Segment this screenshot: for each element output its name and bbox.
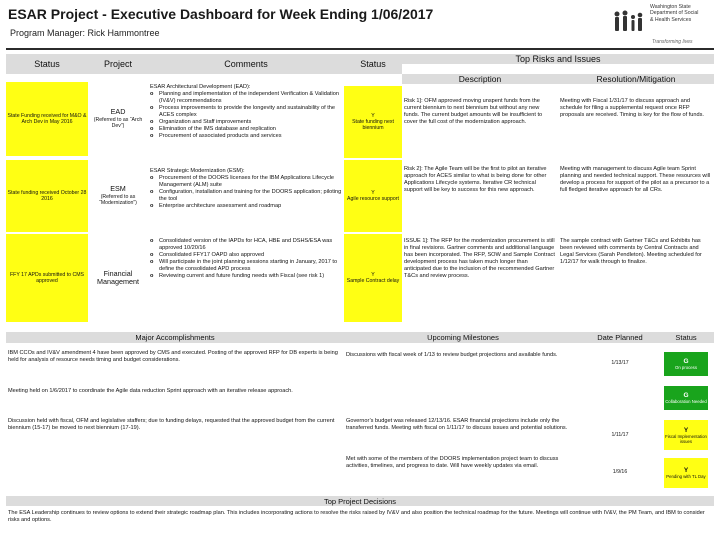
col-description: Description [402, 74, 558, 84]
tagline: Transforming lives [652, 39, 693, 45]
list-item: o Consolidated version of the IAPDs for HCA, HBE and DSHS/ESA was approved 10/20/16 [150, 238, 342, 252]
list-item: o Will participate in the joint planning sessions starting in January, 2017 to define the consolidated APD process [150, 259, 342, 273]
program-manager: Program Manager: Rick Hammontree [10, 28, 160, 38]
row2-comments: ESAR Strategic Modernization (ESM): o Procurement of the DOORS licenses for the IBM Applications Lifecycle Management (ALM) suite o Configuration, installation and training for the DOORS application; piloting the tool o Enterprise architecture assessment and roadmap [150, 168, 342, 232]
col-comments: Comments [148, 54, 344, 74]
dshs-org-name: Washington State Department of Social & Health Services [650, 4, 699, 23]
milestone-3-status: Y Fiscal Implementation issues [664, 420, 708, 450]
top-project-decisions-text: The ESA Leadership continues to review options to extend their strategic roadmap plan. This includes incorporating actions to resolve the risks raised by IV&V and also position the technical roadmap for the future. Meetings will continue with IV&V, the PM Team, and IBM to consider risks and options. [8, 510, 705, 523]
accomplishment-3: Discussion held with fiscal, OFM and legislative staffers; due to funding delays, requested that the approved budget from the current biennium (15-17) be moved to next biennium (17-19). [8, 418, 335, 431]
col-top-risks: Top Risks and Issues [402, 54, 714, 64]
list-item: o Elimination of the IMS database and replication [150, 126, 342, 133]
row2-status: State funding received October 28 2016 [6, 160, 88, 232]
milestone-4: Met with some of the members of the DOORS implementation project team to discuss activities, timelines, and progress to date. Will have weekly updates via email. [346, 456, 559, 469]
row2-description: Risk 2]: The Agile Team will be the first to pilot an iterative approach for ACES similar to what is being done for other Applications Lifecycle systems. Iterative CR technical support will be key to success for this new approach. [404, 166, 547, 193]
row1-description: Risk 1]: OFM approved moving unspent funds from the current biennium to next biennium but without any new funds. The current budget amounts will be insufficient to cover the full cost of the modernization approach. [404, 98, 543, 125]
list-item: o Configuration, installation and training for the DOORS application; piloting the tool [150, 189, 342, 203]
major-accomplishments-header: Major Accomplishments [6, 332, 344, 343]
row2-project: ESM (Referred to as “Modernization”) [99, 184, 137, 207]
row3-project: Financial Management [97, 268, 139, 286]
row1-resolution: Meeting with Fiscal 1/31/17 to discuss approach and schedule for filing a supplemental request once RFP proposals are received. Timing is key for the flow of funds. [560, 98, 704, 118]
page-title: ESAR Project - Executive Dashboard for Week Ending 1/06/2017 [8, 6, 434, 22]
row3-status: FFY 17 APDs submitted to CMS approved [6, 234, 88, 322]
row2-resolution: Meeting with management to discuss Agile team Sprint planning and needed technical support. These resources will develop a process for support of the pilot as a precursor to a full fledged iterative approach for all CRs. [560, 166, 711, 193]
col-status-risk: Status [344, 54, 402, 74]
col-status: Status [6, 54, 88, 74]
list-item: o Planning and implementation of the independent Verification & Validation (IV&V) recommendations [150, 91, 342, 105]
list-item: o Consolidated FFY17 OAPD also approved [150, 252, 342, 259]
milestone-1: Discussions with fiscal week of 1/13 to review budget projections and available funds. [346, 352, 558, 358]
milestone-3-date: 1/11/17 [611, 431, 629, 438]
row3-description: ISSUE 1]: The RFP for the modernization procurement is still in final revisions. Gartner comments and additional language has been incorporated. The RFP, SOW and Sample Contract development process has taken much longer than anticipated due to the inclusion of the recommended Gartner T&Cs and review process. [404, 238, 555, 279]
milestone-4-status: Y Pending with TL Day [664, 458, 708, 488]
col-project: Project [88, 54, 148, 74]
list-item: o Process improvements to provide the longevity and sustainability of the ACES complex [150, 105, 342, 119]
col-resolution: Resolution/Mitigation [558, 74, 714, 84]
list-item: o Procurement of the DOORS licenses for the IBM Applications Lifecycle Management (ALM) suite [150, 175, 342, 189]
accomplishment-2: Meeting held on 1/6/2017 to coordinate the Agile data reduction Sprint approach with an iterative release approach. [8, 388, 293, 394]
milestone-3: Governor’s budget was released 12/13/16. ESAR financial projections include only the transferred funds. Meeting with fiscal on 1/11/17 to discuss issues and potential solutions. [346, 418, 568, 431]
row3-risk-status: Y Sample Contract delay [344, 234, 402, 322]
header-rule [6, 48, 714, 50]
row3-resolution: The sample contract with Gartner T&Cs and Exhibits has been reviewed with comments by Central Contracts and Legal Services (Sarah Pendleton). Meeting scheduled for 1/12/17 for walk through to finalize. [560, 238, 702, 265]
row2-risk-status: Y Agile resource support [344, 160, 402, 232]
milestone-1-status: G On process [664, 352, 708, 376]
list-item: o Organization and Staff improvements [150, 119, 342, 126]
list-item: o Procurement of associated products and services [150, 133, 342, 140]
family-figures-icon [612, 8, 648, 38]
dshs-logo [612, 2, 716, 48]
list-item: o Enterprise architecture assessment and roadmap [150, 203, 342, 210]
milestone-2-status: G Collaboration Needed [664, 386, 708, 410]
milestone-1-date: 1/13/17 [611, 359, 629, 366]
upcoming-milestones-header: Upcoming Milestones [344, 332, 582, 343]
row3-comments [150, 238, 342, 322]
row1-risk-status: Y State funding next biennium [344, 86, 402, 158]
milestone-4-date: 1/9/16 [612, 468, 628, 475]
row1-project: EAD (Referred to as “Arch Dev”) [93, 107, 143, 130]
accomplishment-1: IBM CCOs and IV&V amendment 4 have been approved by CMS and executed. Posting of the approved RFP for DB experts is being held for analysis of resource needs timing and budget considerations. [8, 350, 338, 363]
list-item: o Reviewing current and future funding needs with Fiscal (see risk 1) [150, 273, 342, 280]
top-project-decisions-header: Top Project Decisions [6, 496, 714, 506]
row1-status: State Funding received for M&O & Arch Dev in May 2016 [6, 82, 88, 156]
date-planned-header: Date Planned [582, 332, 658, 343]
row1-comments: ESAR Architectural Development (EAD): o Planning and implementation of the independent Verification & Validation (IV&V) recommendations o Process improvements to provide the longevity and sustainability of the ACES complex o Organization and Staff improvements o Elimination of the IMS database and replication o Procurement of associated products and services [150, 84, 342, 158]
milestone-status-header: Status [658, 332, 714, 343]
